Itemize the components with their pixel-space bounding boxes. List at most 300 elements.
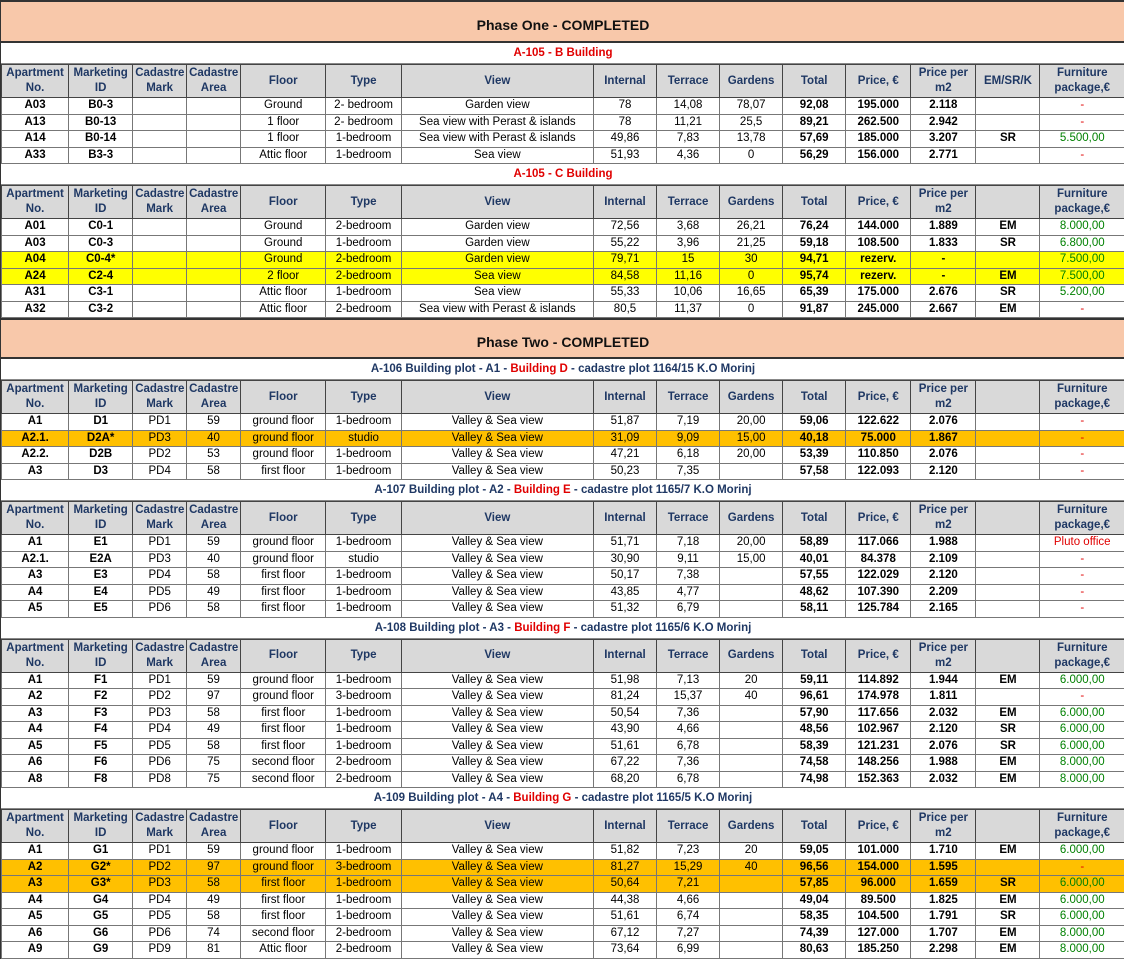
table-cell: 125.784 — [846, 601, 911, 618]
table-cell: 1.659 — [911, 876, 976, 893]
table-cell: EM — [976, 843, 1040, 860]
column-header: Type — [326, 639, 401, 672]
table-cell: 91,87 — [783, 301, 846, 318]
table-row — [2, 755, 1124, 772]
column-header — [976, 639, 1040, 672]
table-row — [2, 876, 1124, 893]
table-cell: 11,16 — [657, 268, 720, 285]
table-cell: PD6 — [133, 925, 187, 942]
table-cell: Garden view — [401, 219, 593, 236]
table-cell — [720, 892, 783, 909]
table-cell: ground floor — [241, 535, 326, 552]
header-row — [2, 381, 1124, 414]
table-cell — [720, 942, 783, 959]
table-cell: 6.000,00 — [1040, 722, 1124, 739]
table-cell: 0 — [720, 301, 783, 318]
building-title — [1, 164, 1124, 185]
table-cell: E1 — [69, 535, 133, 552]
table-cell: 148.256 — [846, 755, 911, 772]
table-cell: 1.707 — [911, 925, 976, 942]
table-cell: 58 — [187, 876, 241, 893]
table-cell: 195.000 — [846, 98, 911, 115]
table-cell: Ground — [241, 98, 326, 115]
table-cell: 20,00 — [720, 535, 783, 552]
table-cell: 15,37 — [657, 689, 720, 706]
column-header: Floor — [241, 639, 326, 672]
table-cell: 1.867 — [911, 430, 976, 447]
table-cell: 55,22 — [593, 235, 656, 252]
table-cell: 9,11 — [657, 551, 720, 568]
table-cell: 15,00 — [720, 551, 783, 568]
table-cell — [720, 755, 783, 772]
table-cell: 1.988 — [911, 755, 976, 772]
table-cell — [133, 235, 187, 252]
table-cell: 102.967 — [846, 722, 911, 739]
table-cell: ground floor — [241, 430, 326, 447]
table-cell: 59 — [187, 843, 241, 860]
table-cell: Valley & Sea view — [401, 843, 593, 860]
table-cell: A3 — [2, 876, 69, 893]
table-cell: 51,61 — [593, 738, 656, 755]
table-cell: 53,39 — [783, 447, 846, 464]
column-header: Price per m2 — [911, 65, 976, 98]
table-cell: 2- bedroom — [326, 98, 401, 115]
table-cell: B0-3 — [69, 98, 133, 115]
column-header: Marketing ID — [69, 810, 133, 843]
table-cell: 122.029 — [846, 568, 911, 585]
table-cell: - — [911, 268, 976, 285]
column-header: Gardens — [720, 65, 783, 98]
column-header: Apartment No. — [2, 502, 69, 535]
table-cell: 15,29 — [657, 859, 720, 876]
table-cell: Valley & Sea view — [401, 551, 593, 568]
table-cell: 5.500,00 — [1040, 131, 1124, 148]
table-row — [2, 147, 1124, 164]
column-header: Total — [783, 381, 846, 414]
table-cell: 7,18 — [657, 535, 720, 552]
table-cell: 8.000,00 — [1040, 925, 1124, 942]
table-cell: 1-bedroom — [326, 285, 401, 302]
table-cell — [976, 114, 1040, 131]
table-cell: C0-3 — [69, 235, 133, 252]
table-cell: Valley & Sea view — [401, 705, 593, 722]
table-cell: A3 — [2, 705, 69, 722]
table-cell — [720, 925, 783, 942]
table-cell: second floor — [241, 925, 326, 942]
table-cell: 30,90 — [593, 551, 656, 568]
table-cell: EM — [976, 268, 1040, 285]
table-cell: 75.000 — [846, 430, 911, 447]
phase-title: Phase One - COMPLETED — [1, 0, 1124, 43]
table-cell: 1.811 — [911, 689, 976, 706]
column-header: Terrace — [657, 639, 720, 672]
column-header: Marketing ID — [69, 65, 133, 98]
table-cell: 58,39 — [783, 738, 846, 755]
table-cell: PD6 — [133, 601, 187, 618]
table-cell: EM — [976, 301, 1040, 318]
header-row — [2, 810, 1124, 843]
table-cell: 51,87 — [593, 414, 656, 431]
column-header: Apartment No. — [2, 186, 69, 219]
table-cell: 16,65 — [720, 285, 783, 302]
table-cell: Ground — [241, 219, 326, 236]
table-cell — [187, 235, 241, 252]
column-header: Terrace — [657, 810, 720, 843]
table-cell: Garden view — [401, 235, 593, 252]
table-cell: Attic floor — [241, 147, 326, 164]
table-cell — [133, 301, 187, 318]
table-cell: 2.209 — [911, 584, 976, 601]
table-cell: EM — [976, 219, 1040, 236]
table-cell: 6.800,00 — [1040, 235, 1124, 252]
column-header: Internal — [593, 381, 656, 414]
table-cell: 2-bedroom — [326, 771, 401, 788]
table-cell: Valley & Sea view — [401, 859, 593, 876]
column-header: View — [401, 186, 593, 219]
table-cell — [187, 131, 241, 148]
table-cell: F3 — [69, 705, 133, 722]
building-title — [1, 480, 1124, 501]
table-cell: 3,96 — [657, 235, 720, 252]
column-header: Furniture package,€ — [1040, 639, 1124, 672]
table-cell: Sea view — [401, 285, 593, 302]
table-cell: Valley & Sea view — [401, 909, 593, 926]
table-cell: PD9 — [133, 942, 187, 959]
table-cell: 81,27 — [593, 859, 656, 876]
table-cell: A04 — [2, 252, 69, 269]
table-cell: first floor — [241, 705, 326, 722]
table-cell: 6.000,00 — [1040, 738, 1124, 755]
table-cell: 1.710 — [911, 843, 976, 860]
table-row — [2, 114, 1124, 131]
table-cell: 30 — [720, 252, 783, 269]
table-cell: 122.093 — [846, 463, 911, 480]
apartments-table — [1, 380, 1124, 480]
table-cell: rezerv. — [846, 252, 911, 269]
table-cell — [720, 909, 783, 926]
table-cell: 49,86 — [593, 131, 656, 148]
table-cell: 58,89 — [783, 535, 846, 552]
table-row — [2, 859, 1124, 876]
table-cell: A5 — [2, 738, 69, 755]
table-cell — [976, 601, 1040, 618]
column-header — [976, 810, 1040, 843]
table-cell: 96,61 — [783, 689, 846, 706]
table-cell: 7,23 — [657, 843, 720, 860]
table-cell: A14 — [2, 131, 69, 148]
column-header: Apartment No. — [2, 639, 69, 672]
table-cell: A5 — [2, 909, 69, 926]
table-cell — [187, 285, 241, 302]
table-cell: PD1 — [133, 672, 187, 689]
table-cell: SR — [976, 738, 1040, 755]
table-cell: A31 — [2, 285, 69, 302]
table-cell: 26,21 — [720, 219, 783, 236]
table-cell — [976, 147, 1040, 164]
table-cell — [133, 131, 187, 148]
table-cell: ground floor — [241, 447, 326, 464]
column-header: Cadastre Mark — [133, 502, 187, 535]
column-header: Gardens — [720, 502, 783, 535]
table-row — [2, 689, 1124, 706]
column-header — [976, 381, 1040, 414]
table-cell: 74 — [187, 925, 241, 942]
table-cell: PD2 — [133, 689, 187, 706]
table-cell — [720, 601, 783, 618]
table-cell: 40 — [187, 430, 241, 447]
table-cell: 6,18 — [657, 447, 720, 464]
table-cell: 4,77 — [657, 584, 720, 601]
table-cell: PD1 — [133, 843, 187, 860]
table-cell: PD5 — [133, 909, 187, 926]
table-cell: Valley & Sea view — [401, 601, 593, 618]
table-cell: 2.676 — [911, 285, 976, 302]
table-cell: EM — [976, 892, 1040, 909]
table-cell — [976, 551, 1040, 568]
building-title-part: A-108 Building plot - A3 - — [374, 621, 515, 634]
table-cell: A3 — [2, 568, 69, 585]
table-cell — [976, 689, 1040, 706]
table-cell: F4 — [69, 722, 133, 739]
building-title-part: Building E — [513, 484, 571, 496]
table-cell: 2-bedroom — [326, 219, 401, 236]
table-cell: 76,24 — [783, 219, 846, 236]
table-row — [2, 235, 1124, 252]
table-cell: 185.250 — [846, 942, 911, 959]
table-cell: Valley & Sea view — [401, 568, 593, 585]
table-cell: 1.825 — [911, 892, 976, 909]
table-cell: 72,56 — [593, 219, 656, 236]
table-cell: 2.120 — [911, 722, 976, 739]
table-cell: A3 — [2, 463, 69, 480]
table-cell: 6,79 — [657, 601, 720, 618]
table-cell — [976, 463, 1040, 480]
table-cell: Valley & Sea view — [401, 722, 593, 739]
table-cell: 94,71 — [783, 252, 846, 269]
table-cell: - — [1040, 430, 1124, 447]
table-row — [2, 738, 1124, 755]
building-title-part: Building F — [514, 621, 571, 634]
column-header: Type — [326, 810, 401, 843]
table-cell: C2-4 — [69, 268, 133, 285]
table-cell: Valley & Sea view — [401, 584, 593, 601]
table-cell: 154.000 — [846, 859, 911, 876]
table-cell: 58 — [187, 463, 241, 480]
table-cell — [720, 705, 783, 722]
column-header: Cadastre Area — [187, 639, 241, 672]
table-cell — [133, 114, 187, 131]
table-cell: 58 — [187, 705, 241, 722]
table-cell: 6.000,00 — [1040, 705, 1124, 722]
column-header: Cadastre Area — [187, 186, 241, 219]
table-cell: PD1 — [133, 414, 187, 431]
table-cell: PD2 — [133, 859, 187, 876]
table-cell: 58,11 — [783, 601, 846, 618]
table-cell: 47,21 — [593, 447, 656, 464]
table-cell: - — [1040, 414, 1124, 431]
building-title-part: Building G — [513, 792, 572, 804]
table-cell: 97 — [187, 859, 241, 876]
table-cell: 1.833 — [911, 235, 976, 252]
table-cell: G2* — [69, 859, 133, 876]
table-cell: 1-bedroom — [326, 463, 401, 480]
table-cell: A4 — [2, 722, 69, 739]
table-cell: 0 — [720, 147, 783, 164]
column-header: Gardens — [720, 639, 783, 672]
table-cell: 2.120 — [911, 568, 976, 585]
table-cell: PD6 — [133, 755, 187, 772]
table-cell: Valley & Sea view — [401, 925, 593, 942]
table-cell: 55,33 — [593, 285, 656, 302]
table-cell: 57,69 — [783, 131, 846, 148]
table-cell: PD8 — [133, 771, 187, 788]
table-cell: 58,35 — [783, 909, 846, 926]
table-cell: 56,29 — [783, 147, 846, 164]
table-cell: A6 — [2, 925, 69, 942]
table-cell: 75 — [187, 755, 241, 772]
table-cell — [187, 114, 241, 131]
table-cell: - — [1040, 551, 1124, 568]
table-cell: 51,61 — [593, 909, 656, 926]
column-header: Terrace — [657, 502, 720, 535]
header-row — [2, 65, 1124, 98]
table-cell: ground floor — [241, 689, 326, 706]
table-cell — [133, 285, 187, 302]
table-cell: 1.944 — [911, 672, 976, 689]
column-header: Cadastre Mark — [133, 810, 187, 843]
table-cell: 7,83 — [657, 131, 720, 148]
table-cell: 1.988 — [911, 535, 976, 552]
table-cell: second floor — [241, 755, 326, 772]
table-cell: 84.378 — [846, 551, 911, 568]
column-header: EM/SR/K — [976, 65, 1040, 98]
table-cell: F1 — [69, 672, 133, 689]
table-cell: Valley & Sea view — [401, 447, 593, 464]
table-cell: SR — [976, 235, 1040, 252]
table-cell: 108.500 — [846, 235, 911, 252]
table-cell: first floor — [241, 568, 326, 585]
table-cell: G3* — [69, 876, 133, 893]
building-title — [1, 359, 1124, 380]
table-cell: 40 — [720, 859, 783, 876]
table-cell: C0-4* — [69, 252, 133, 269]
table-cell: 2.118 — [911, 98, 976, 115]
column-header — [976, 186, 1040, 219]
table-cell: 13,78 — [720, 131, 783, 148]
table-cell: Valley & Sea view — [401, 738, 593, 755]
table-cell: 74,98 — [783, 771, 846, 788]
table-cell: A03 — [2, 98, 69, 115]
table-cell: 2-bedroom — [326, 755, 401, 772]
table-cell: 80,5 — [593, 301, 656, 318]
table-cell: D3 — [69, 463, 133, 480]
table-cell — [976, 252, 1040, 269]
table-cell: 6,99 — [657, 942, 720, 959]
table-cell: ground floor — [241, 859, 326, 876]
table-cell: 6,78 — [657, 738, 720, 755]
table-row — [2, 843, 1124, 860]
table-cell: 59 — [187, 414, 241, 431]
table-cell: 2-bedroom — [326, 942, 401, 959]
table-cell: 117.656 — [846, 705, 911, 722]
apartments-table — [1, 639, 1124, 789]
column-header: Marketing ID — [69, 502, 133, 535]
table-cell: 1-bedroom — [326, 909, 401, 926]
table-cell — [720, 568, 783, 585]
table-cell — [133, 268, 187, 285]
table-cell: E4 — [69, 584, 133, 601]
table-row — [2, 268, 1124, 285]
table-cell — [187, 301, 241, 318]
column-header: Internal — [593, 65, 656, 98]
table-cell: 7.500,00 — [1040, 268, 1124, 285]
column-header: Price, € — [846, 810, 911, 843]
table-row — [2, 909, 1124, 926]
table-row — [2, 925, 1124, 942]
table-cell: 2-bedroom — [326, 301, 401, 318]
table-cell: 6.000,00 — [1040, 892, 1124, 909]
table-cell: 10,06 — [657, 285, 720, 302]
table-cell: 2.120 — [911, 463, 976, 480]
table-cell: - — [911, 252, 976, 269]
table-cell — [133, 219, 187, 236]
table-cell: 59 — [187, 535, 241, 552]
table-cell: PD3 — [133, 705, 187, 722]
column-header: Internal — [593, 186, 656, 219]
table-cell: 50,17 — [593, 568, 656, 585]
table-cell: Ground — [241, 252, 326, 269]
table-cell: 3-bedroom — [326, 859, 401, 876]
table-cell: EM — [976, 942, 1040, 959]
column-header: Floor — [241, 502, 326, 535]
table-cell: 57,90 — [783, 705, 846, 722]
table-cell: Valley & Sea view — [401, 672, 593, 689]
table-cell: 78 — [593, 98, 656, 115]
table-cell: 68,20 — [593, 771, 656, 788]
table-cell: 57,55 — [783, 568, 846, 585]
table-cell: 50,23 — [593, 463, 656, 480]
building-title — [1, 788, 1124, 809]
apartments-table — [1, 501, 1124, 618]
column-header: Cadastre Mark — [133, 639, 187, 672]
table-cell: A2.1. — [2, 430, 69, 447]
table-cell: 49 — [187, 892, 241, 909]
column-header: Total — [783, 502, 846, 535]
table-cell — [720, 771, 783, 788]
table-cell: B0-14 — [69, 131, 133, 148]
table-cell: 1-bedroom — [326, 738, 401, 755]
column-header: Floor — [241, 381, 326, 414]
table-cell: 40 — [187, 551, 241, 568]
table-cell: 1-bedroom — [326, 147, 401, 164]
table-cell: first floor — [241, 584, 326, 601]
table-cell: 11,21 — [657, 114, 720, 131]
column-header: Cadastre Area — [187, 65, 241, 98]
table-cell: - — [1040, 301, 1124, 318]
column-header: Price per m2 — [911, 502, 976, 535]
table-cell: 2 floor — [241, 268, 326, 285]
table-cell: 1-bedroom — [326, 876, 401, 893]
column-header: Gardens — [720, 186, 783, 219]
table-cell: A01 — [2, 219, 69, 236]
column-header: Internal — [593, 502, 656, 535]
table-cell: Valley & Sea view — [401, 771, 593, 788]
table-cell: first floor — [241, 601, 326, 618]
table-cell: - — [1040, 859, 1124, 876]
table-cell: SR — [976, 131, 1040, 148]
table-cell: PD1 — [133, 535, 187, 552]
table-cell: 2-bedroom — [326, 268, 401, 285]
